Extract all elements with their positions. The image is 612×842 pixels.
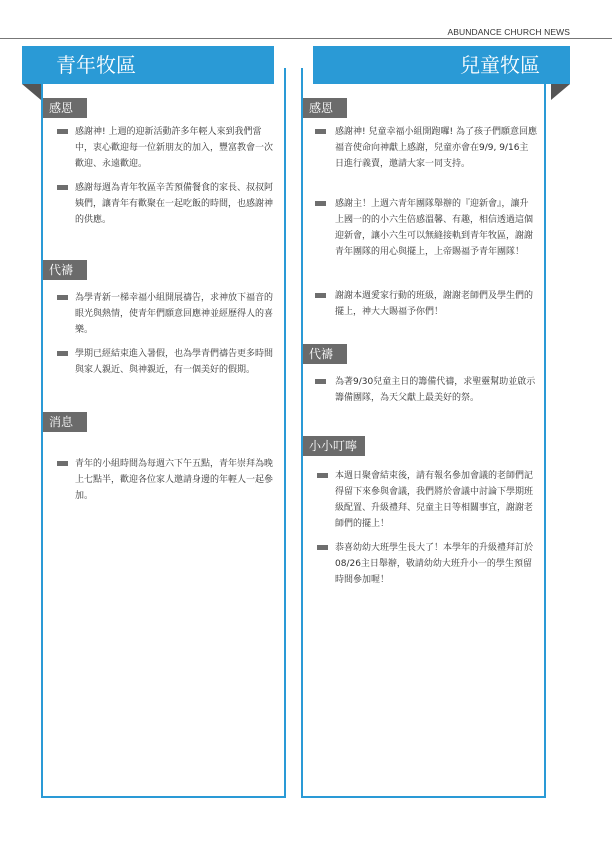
bullet-icon [317,473,328,478]
children-thanks-item-1: 感謝神! 兒童幸福小組開跑囉! 為了孩子們願意回應福音使命向神獻上感謝，兒童亦會在9/9, 9/16主日進行義賣，邀請大家一同支持。 [315,124,537,172]
bullet-icon [57,461,68,466]
bullet-icon [57,185,68,190]
children-column [301,68,546,798]
youth-news-tag: 消息 [43,412,87,432]
youth-thanks-item-1: 感謝神! 上週的迎新活動許多年輕人來到我們當中，衷心歡迎每一位新朋友的加入，豐富教會一次歡迎、永遠歡迎。 [57,124,275,172]
youth-prayer-item-2: 學期已經結束進入暑假，也為學青們禱告更多時間與家人親近、與神親近，有一個美好的假期。 [57,346,279,378]
youth-prayer-tag: 代禱 [43,260,87,280]
children-thanks-item-2: 感謝主！上週六青年團隊舉辦的『迎新會』，讓升上國一的的小六生倍感溫馨、有趣，相信透過這個迎新會，讓小六生可以無縫接軌到青年牧區，謝謝青年團隊的用心與擺上，上帝賜福予青年團隊！ [315,196,537,260]
bullet-icon [317,545,328,550]
youth-thanks-item-2: 感謝每週為青年牧區辛苦預備餐食的家長、叔叔阿姨們，讓青年有歡聚在一起吃飯的時間，也感謝神的供應。 [57,180,275,228]
bullet-icon [315,379,326,384]
bullet-icon [57,351,68,356]
bullet-icon [315,293,326,298]
bullet-icon [315,201,326,206]
bullet-icon [315,129,326,134]
children-reminder-item-1: 本週日聚會結束後，請有報名參加會議的老師們記得留下來參與會議，我們將於會議中討論下學期班級配置、升級禮拜、兒童主日等相關事宜，謝謝老師們的擺上！ [317,468,537,532]
children-prayer-tag: 代禱 [303,344,347,364]
children-prayer-item-1: 為著9/30兒童主日的籌備代禱，求聖靈幫助並啟示籌備團隊，為天父獻上最美好的祭。 [315,374,537,406]
youth-prayer-item-1: 為學青新一梯幸福小組開展禱告，求神放下福音的眼光與熱情，使青年們願意回應神並經歷得人的喜樂。 [57,290,279,338]
children-reminder-tag: 小小叮嚀 [303,436,365,456]
youth-column [41,68,286,798]
children-thanks-tag: 感恩 [303,98,347,118]
youth-news-item-1: 青年的小組時間為每週六下午五點，青年崇拜為晚上七點半，歡迎各位家人邀請身邊的年輕人一起參加。 [57,456,279,504]
youth-ministry-banner: 青年牧區 [22,46,274,84]
banner-fold-left [22,84,41,100]
bullet-icon [57,295,68,300]
children-reminder-item-2: 恭喜幼幼大班學生長大了！本學年的升級禮拜訂於08/26主日舉辦，敬請幼幼大班升小一的學生預留時間參加喔！ [317,540,537,588]
children-thanks-item-3: 謝謝本週愛家行動的班級，謝謝老師們及學生們的擺上，神大大賜福予你們！ [315,288,537,320]
bullet-icon [57,129,68,134]
children-ministry-banner: 兒童牧區 [313,46,570,84]
youth-thanks-tag: 感恩 [43,98,87,118]
header-divider [0,38,612,39]
newsletter-header-title: ABUNDANCE CHURCH NEWS [447,27,570,37]
banner-fold-right [551,84,570,100]
